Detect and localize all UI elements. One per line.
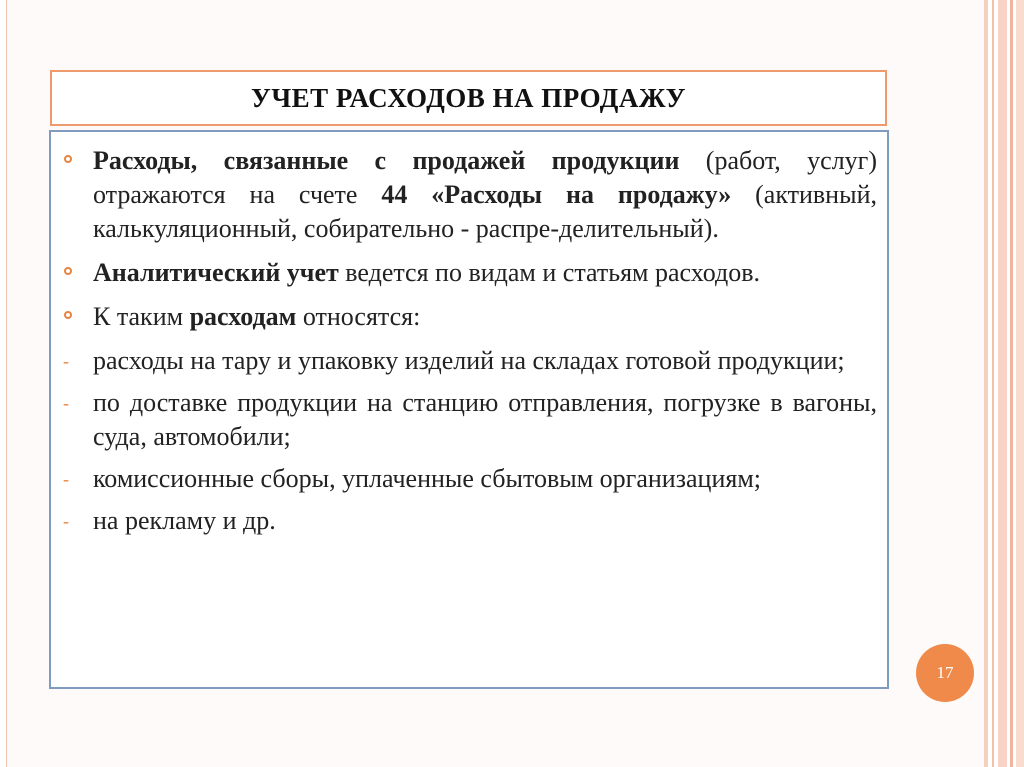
body-text: (активный, калькуляционный, собирательно - распре-делительный). <box>93 180 877 243</box>
dash-marker: - <box>63 351 69 371</box>
slide-title: УЧЕТ РАСХОДОВ НА ПРОДАЖУ <box>251 82 686 113</box>
bullet-circle-icon <box>64 267 72 275</box>
body-text: относятся: <box>296 302 421 331</box>
list-item-text: комиссионные сборы, уплаченные сбытовым организациям; <box>93 464 761 493</box>
list-item-text: расходы на тару и упаковку изделий на складах готовой продукции; <box>93 346 845 375</box>
content-box <box>49 130 889 689</box>
list-item <box>63 504 877 538</box>
list-item <box>63 386 877 454</box>
list-item <box>63 344 877 378</box>
body-text: (работ, услуг) отражаются на счете <box>93 146 877 209</box>
body-text: К таким <box>93 302 190 331</box>
bullet-paragraph-2 <box>93 256 877 290</box>
bullet-circle-icon <box>64 311 72 319</box>
bullet-paragraph-3 <box>93 300 877 334</box>
page-number-badge <box>916 644 974 702</box>
dash-marker: - <box>63 393 69 413</box>
dash-marker: - <box>63 511 69 531</box>
page-number: 17 <box>936 663 954 682</box>
list-item <box>63 462 877 496</box>
list-item-text: на рекламу и др. <box>93 506 276 535</box>
dash-marker: - <box>63 469 69 489</box>
decorative-stripes <box>984 0 1024 767</box>
bold-text: 44 «Расходы на продажу» <box>381 180 732 209</box>
list-item-text: по доставке продукции на станцию отправления, погрузке в вагоны, суда, автомобили; <box>93 388 877 451</box>
bold-text: Аналитический учет <box>93 258 339 287</box>
bold-text: Расходы, связанные с продажей продукции <box>93 146 680 175</box>
title-box <box>50 70 887 126</box>
body-text: ведется по видам и статьям расходов. <box>338 258 761 287</box>
bold-text: расходам <box>189 302 297 331</box>
bullet-circle-icon <box>64 155 72 163</box>
bullet-paragraph-1 <box>93 144 877 246</box>
